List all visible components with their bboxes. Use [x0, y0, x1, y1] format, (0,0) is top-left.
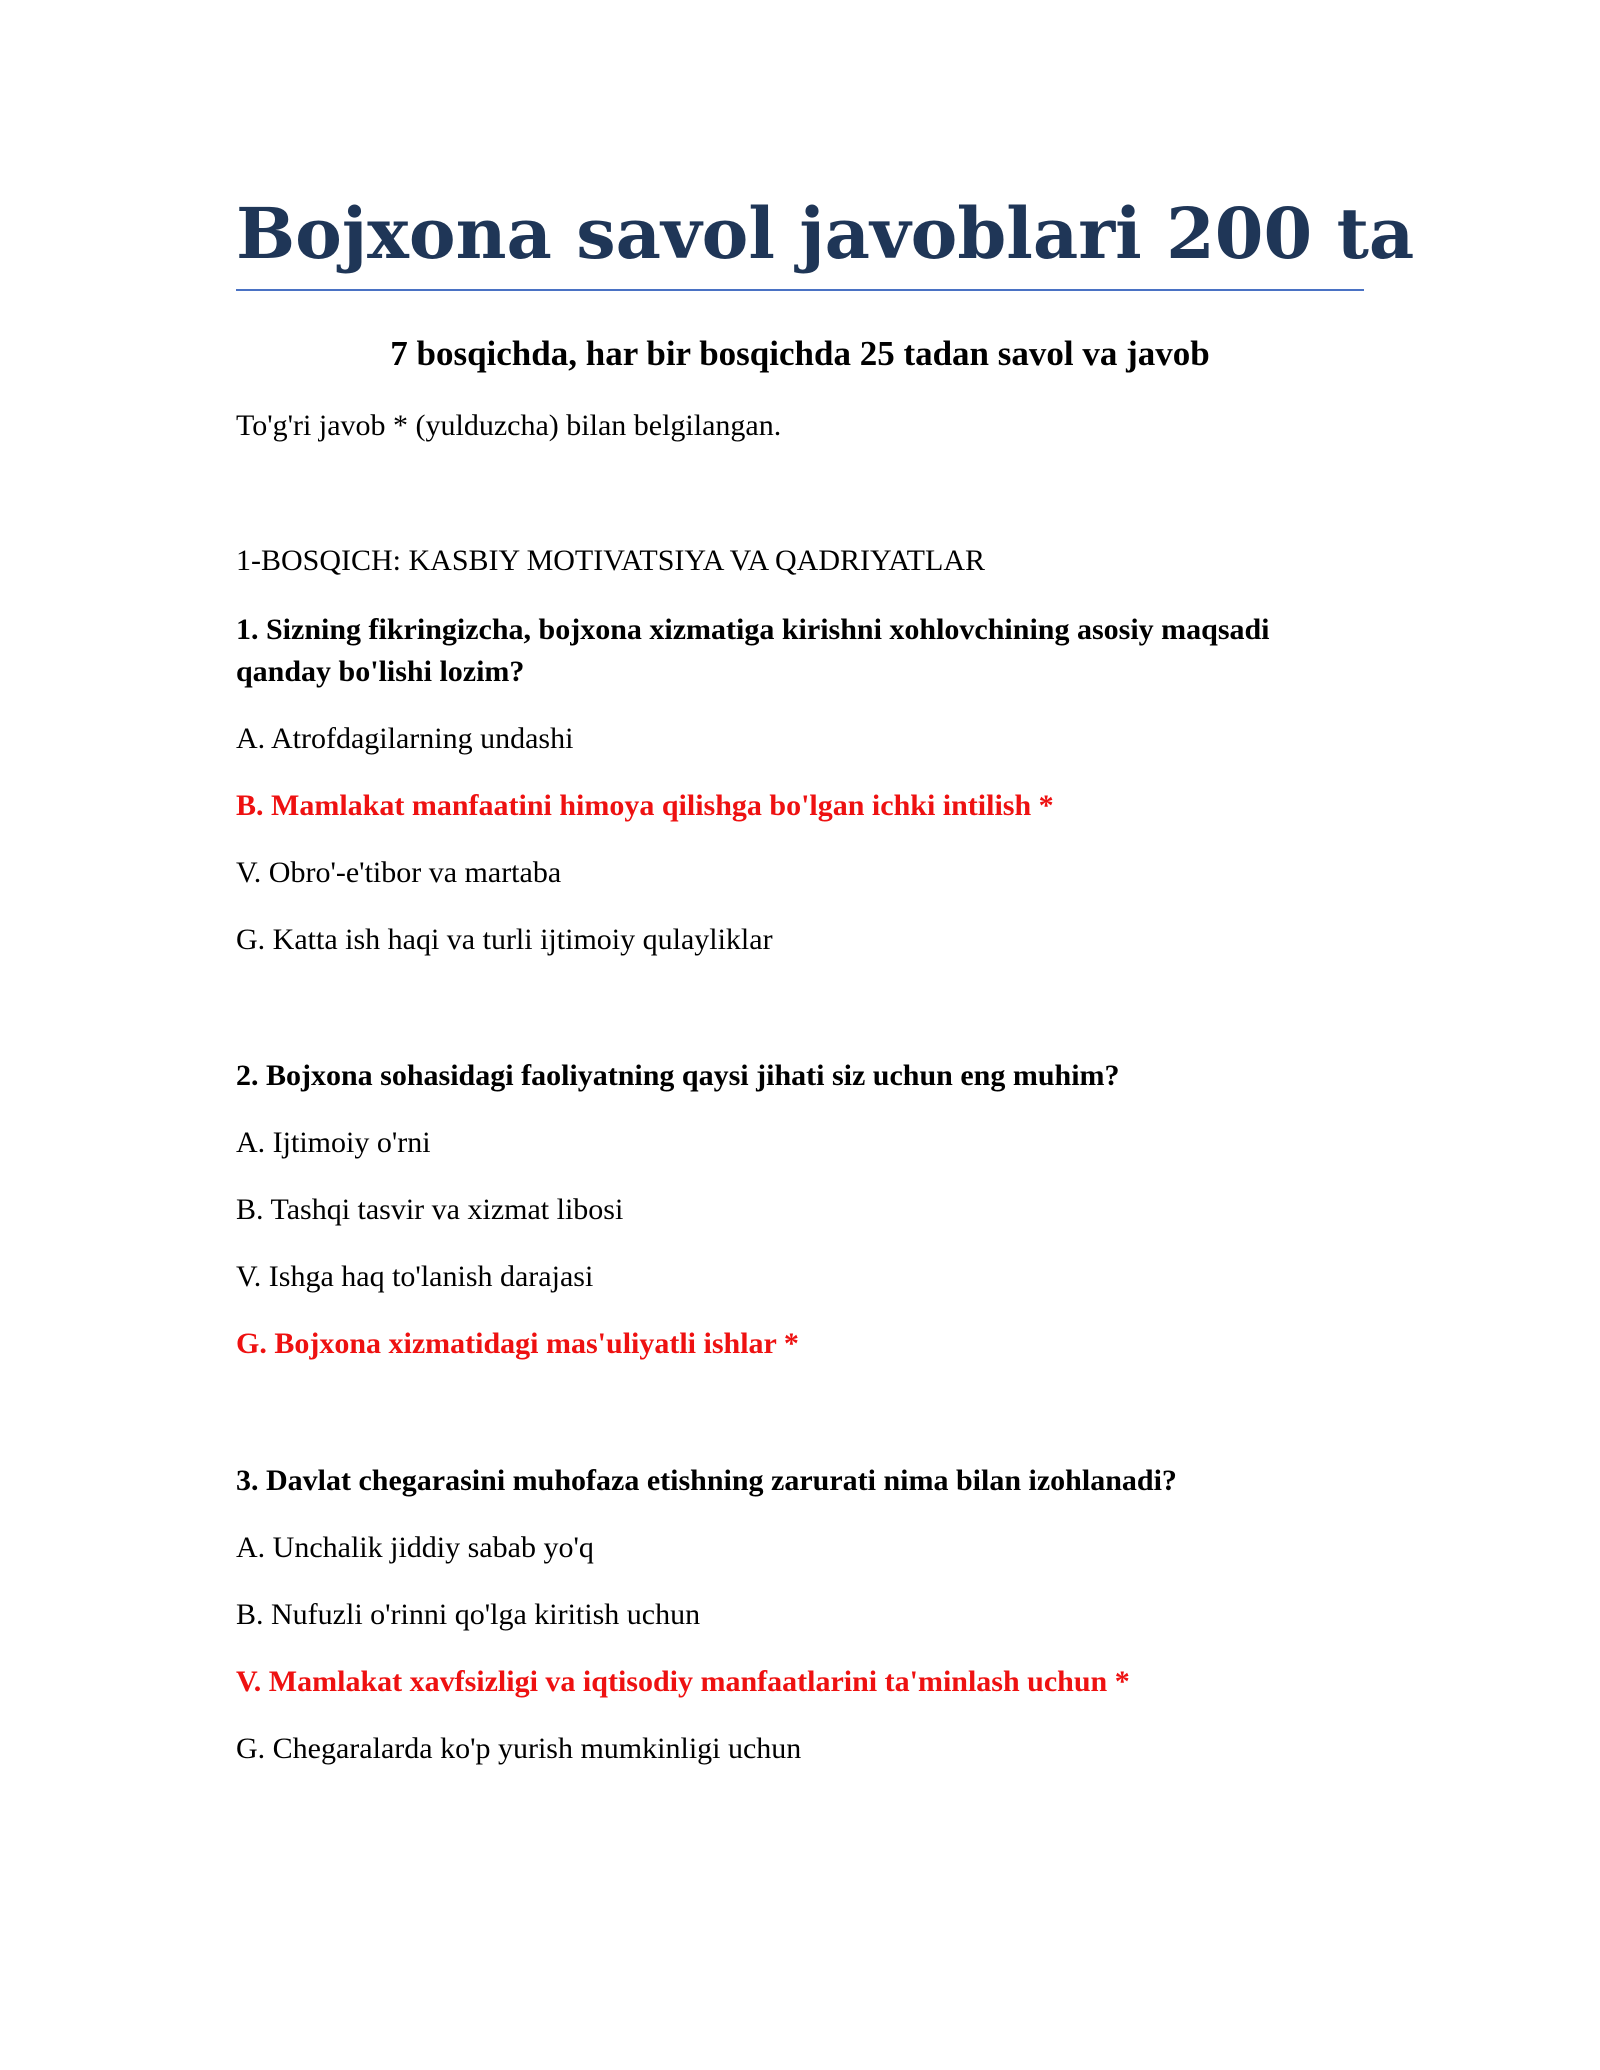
answer-option: B. Tashqi tasvir va xizmat libosi	[236, 1193, 624, 1226]
answer-option: A. Atrofdagilarning undashi	[236, 722, 574, 755]
answer-option: B. Nufuzli o'rinni qo'lga kiritish uchun	[236, 1598, 701, 1631]
question-block-1	[236, 609, 1364, 986]
answer-option: A. Unchalik jiddiy sabab yo'q	[236, 1531, 594, 1564]
answer-option: G. Katta ish haqi va turli ijtimoiy qulayliklar	[236, 923, 773, 956]
answer-option: G. Chegaralarda ko'p yurish mumkinligi uchun	[236, 1732, 802, 1765]
question-text: 2. Bojxona sohasidagi faoliyatning qaysi jihati siz uchun eng muhim?	[236, 1059, 1120, 1092]
answer-option: V. Obro'-e'tibor va martaba	[236, 856, 562, 889]
answer-option-correct: B. Mamlakat manfaatini himoya qilishga bo'lgan ichki intilish *	[236, 789, 1054, 822]
title-underline	[236, 289, 1364, 291]
stage-heading: 1-BOSQICH: KASBIY MOTIVATSIYA VA QADRIYATLAR	[236, 544, 985, 577]
document-subtitle: 7 bosqichda, har bir bosqichda 25 tadan savol va javob	[390, 334, 1210, 373]
answer-option: V. Ishga haq to'lanish darajasi	[236, 1260, 594, 1293]
answer-option-correct: V. Mamlakat xavfsizligi va iqtisodiy manfaatlarini ta'minlash uchun *	[236, 1665, 1130, 1698]
answer-option: A. Ijtimoiy o'rni	[236, 1126, 431, 1159]
document-title: Bojxona savol javoblari 200 ta	[236, 192, 1415, 275]
question-block-3	[236, 1460, 1364, 1795]
question-text: 1. Sizning fikringizcha, bojxona xizmatiga kirishni xohlovchining asosiy maqsadi qanday bo'lishi lozim?	[236, 613, 1270, 688]
answer-key-note: To'g'ri javob * (yulduzcha) bilan belgilangan.	[236, 409, 782, 442]
answer-option-correct: G. Bojxona xizmatidagi mas'uliyatli ishlar *	[236, 1327, 799, 1360]
question-text: 3. Davlat chegarasini muhofaza etishning zarurati nima bilan izohlanadi?	[236, 1464, 1177, 1497]
question-block-2	[236, 1055, 1364, 1390]
